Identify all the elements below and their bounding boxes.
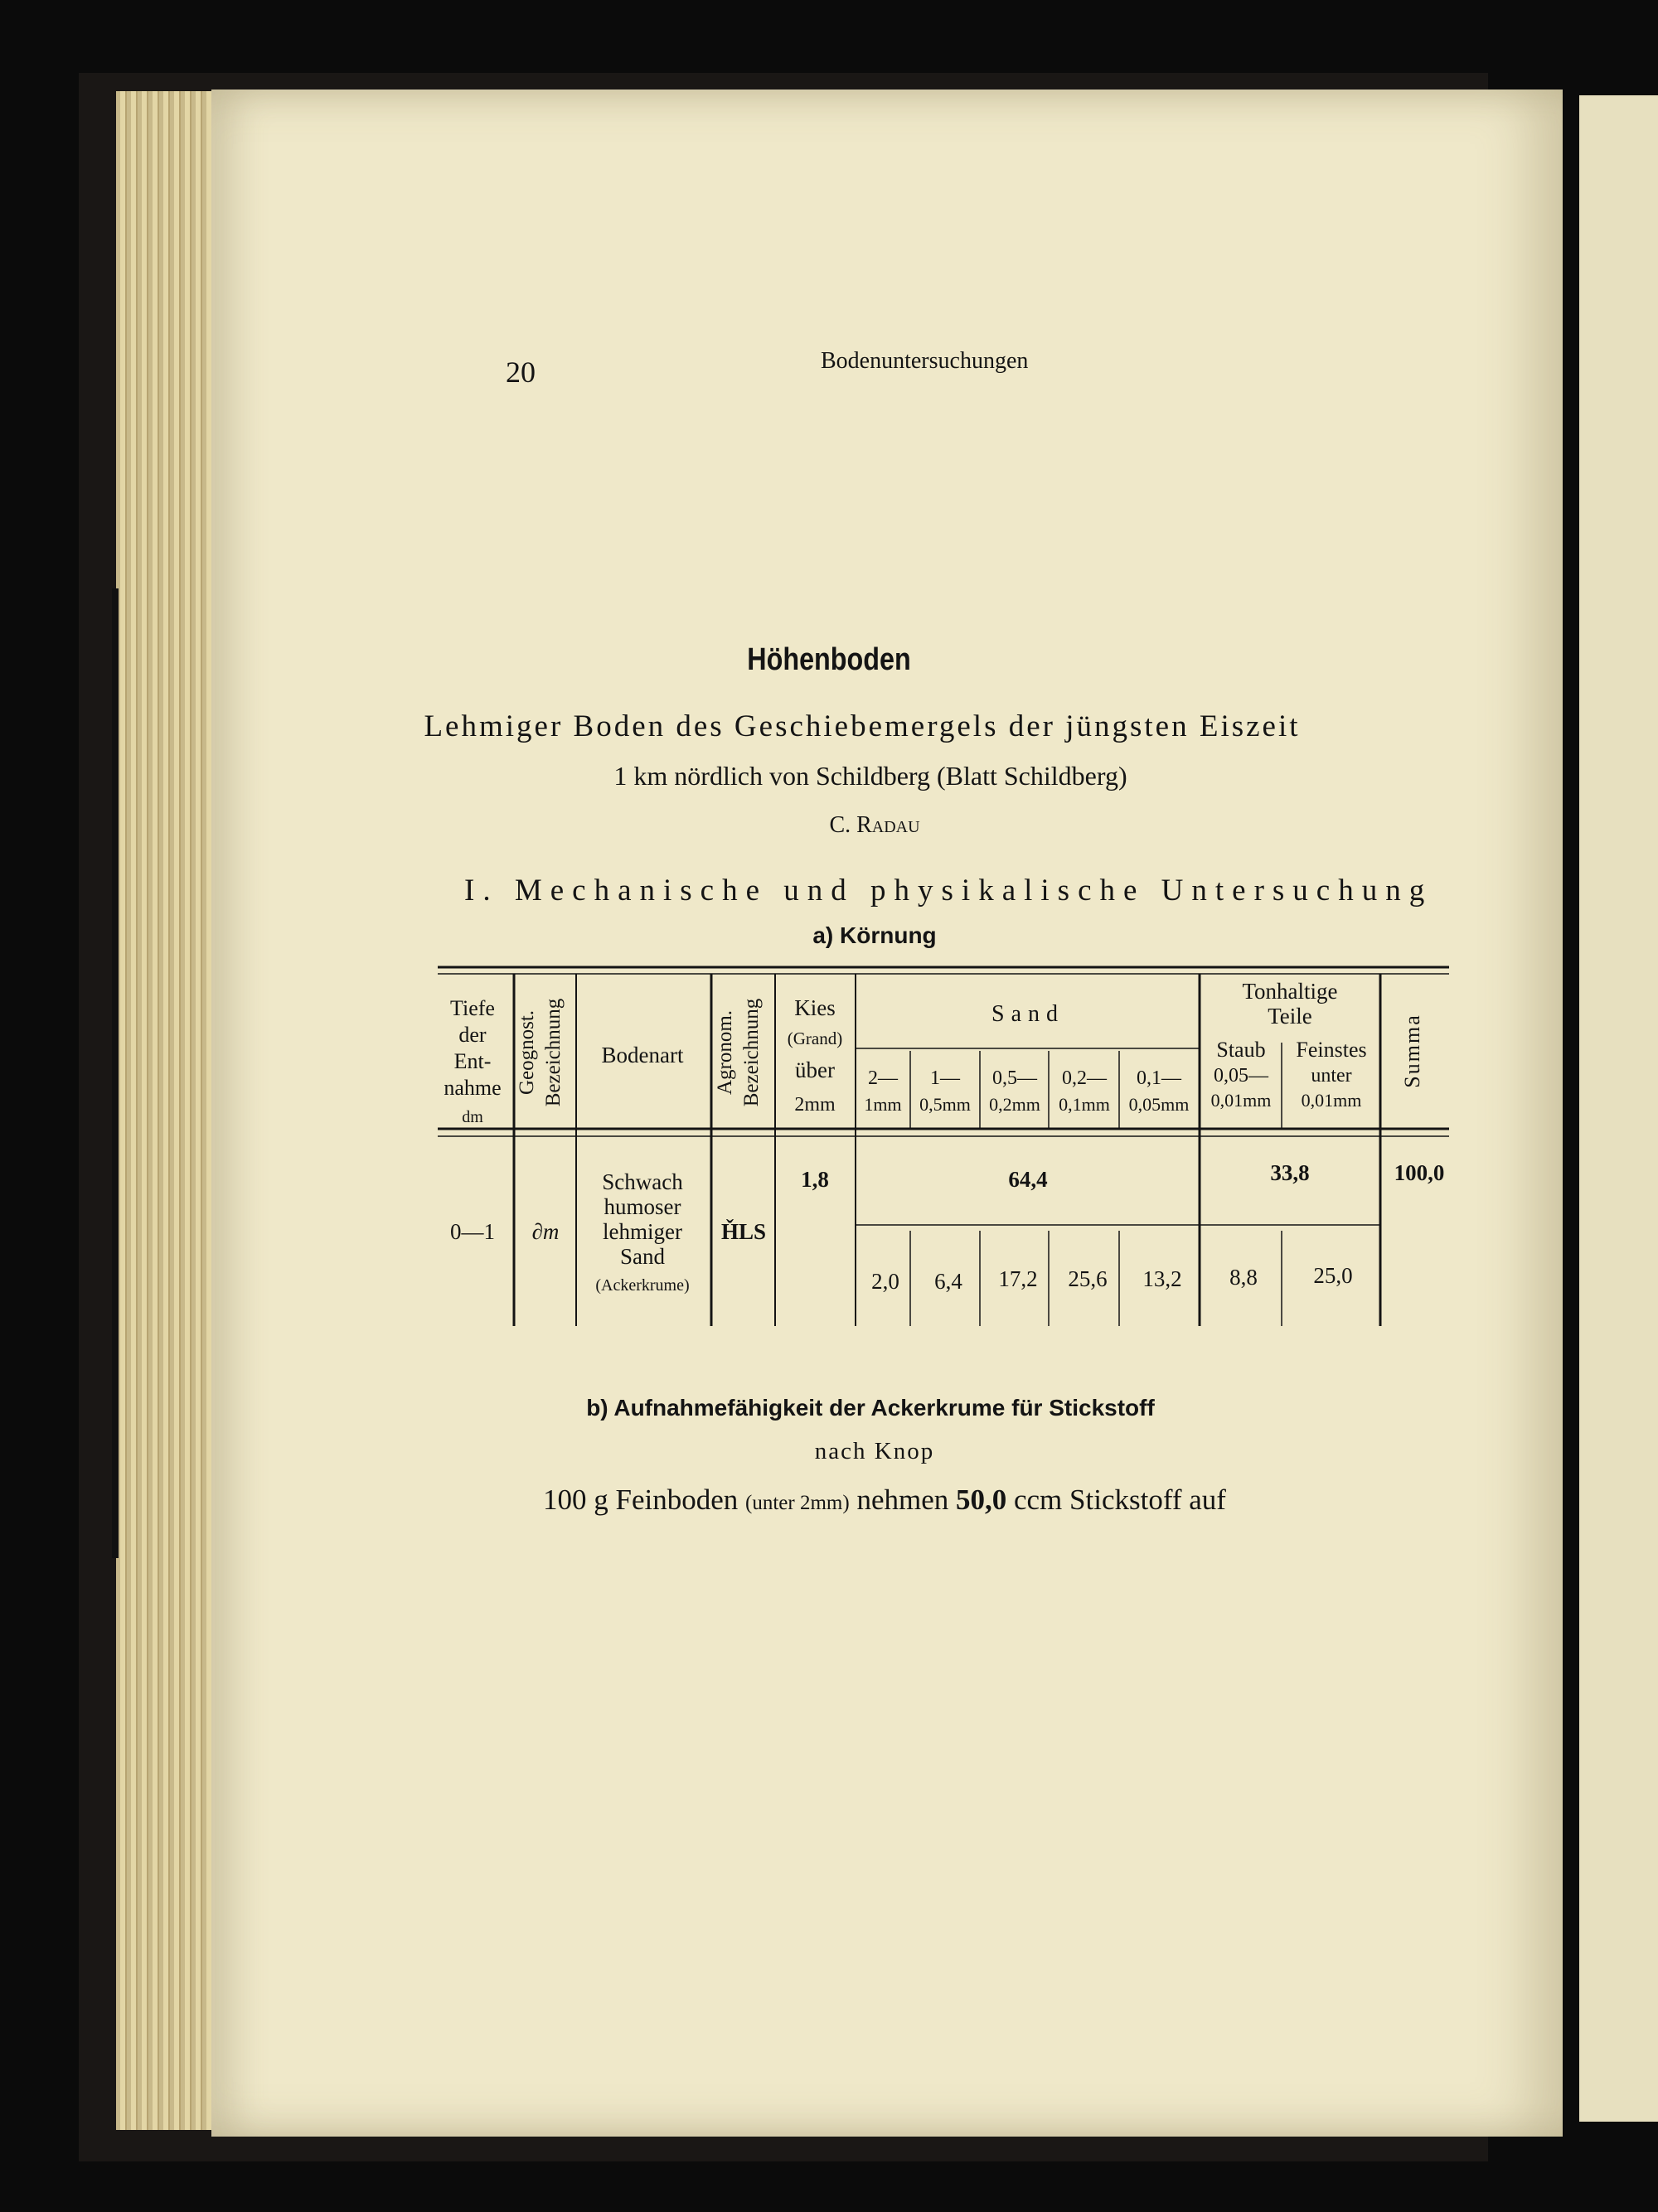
header-agronom-2: Bezeichnung xyxy=(740,998,763,1107)
header-sand-sub-4a: 0,2— xyxy=(1062,1067,1107,1089)
cell-bodenart-2: humoser xyxy=(604,1194,681,1219)
header-sand-sub-1b: 1mm xyxy=(864,1094,902,1115)
subsection-title-stickstoff: b) Aufnahmefähigkeit der Ackerkrume für Stickstoff xyxy=(586,1395,1155,1421)
header-sand-sub-2b: 0,5mm xyxy=(919,1094,971,1115)
header-feinstes-2: unter xyxy=(1311,1065,1352,1087)
cell-kies: 1,8 xyxy=(801,1167,829,1192)
header-sand-sub-3a: 0,5— xyxy=(992,1067,1037,1089)
header-summa: Summa xyxy=(1400,1014,1424,1088)
header-sand-sub-4b: 0,1mm xyxy=(1059,1094,1110,1115)
cell-sand-total: 64,4 xyxy=(1008,1167,1048,1192)
cell-feinstes: 25,0 xyxy=(1313,1263,1353,1288)
header-tiefe-2: der xyxy=(458,1023,487,1047)
header-staub-3: 0,01mm xyxy=(1210,1090,1272,1111)
result-part2: nehmen xyxy=(856,1484,949,1516)
cell-staub: 8,8 xyxy=(1229,1265,1258,1290)
header-kies-3: über xyxy=(795,1058,835,1082)
header-sand-sub-5a: 0,1— xyxy=(1137,1067,1181,1089)
page-heading: Höhenboden xyxy=(747,642,911,677)
header-kies-2: (Grand) xyxy=(787,1029,843,1048)
cell-bodenart-5: (Ackerkrume) xyxy=(595,1276,690,1295)
header-staub-2: 0,05— xyxy=(1214,1065,1268,1087)
cell-agronom: ȞLS xyxy=(720,1219,767,1244)
header-sand-sub-2a: 1— xyxy=(930,1067,960,1089)
header-tiefe-unit: dm xyxy=(462,1108,483,1126)
cell-ton-total: 33,8 xyxy=(1270,1160,1310,1185)
cell-geognost: ∂m xyxy=(531,1219,560,1244)
cell-sand-4: 25,6 xyxy=(1068,1266,1108,1291)
header-kies-1: Kies xyxy=(794,995,836,1020)
header-tiefe-4: nahme xyxy=(444,1076,502,1100)
cell-bodenart-4: Sand xyxy=(620,1244,665,1269)
header-tiefe-3: Ent- xyxy=(453,1049,492,1073)
cell-bodenart-1: Schwach xyxy=(602,1169,683,1194)
header-tiefe-1: Tiefe xyxy=(450,996,495,1020)
cell-sand-1: 2,0 xyxy=(871,1269,899,1294)
header-staub-1: Staub xyxy=(1216,1038,1266,1062)
result-part1: 100 g Feinboden xyxy=(543,1484,739,1516)
running-head: Bodenuntersuchungen xyxy=(821,348,1029,374)
header-agronom-1: Agronom. xyxy=(714,1009,736,1096)
author-line: C. Radau xyxy=(829,812,920,838)
header-feinstes-3: 0,01mm xyxy=(1301,1090,1362,1111)
section-title: I. Mechanische und physikalische Untersuchung xyxy=(464,874,1433,908)
header-bodenart: Bodenart xyxy=(601,1043,684,1067)
method-line: nach Knop xyxy=(814,1438,935,1464)
result-paren: (unter 2mm) xyxy=(745,1492,850,1514)
header-sand: Sand xyxy=(991,1001,1064,1027)
soil-subtitle: Lehmiger Boden des Geschiebemergels der jüngsten Eiszeit xyxy=(424,709,1301,743)
cell-summa: 100,0 xyxy=(1394,1160,1445,1185)
result-value: 50,0 xyxy=(955,1484,1007,1516)
nitrogen-result-line xyxy=(543,1484,1226,1517)
header-geognost-1: Geognost. xyxy=(516,1009,538,1096)
cell-bodenart-3: lehmiger xyxy=(603,1219,682,1244)
header-ton-2: Teile xyxy=(1268,1004,1312,1029)
page-number: 20 xyxy=(506,356,536,389)
header-ton-1: Tonhaltige xyxy=(1242,979,1338,1004)
cell-sand-3: 17,2 xyxy=(998,1266,1038,1291)
cell-sand-5: 13,2 xyxy=(1142,1266,1182,1291)
header-sand-sub-3b: 0,2mm xyxy=(989,1094,1040,1115)
result-part3: ccm Stickstoff auf xyxy=(1013,1484,1226,1516)
cell-tiefe: 0—1 xyxy=(450,1219,495,1244)
header-kies-4: 2mm xyxy=(794,1094,836,1116)
header-sand-sub-1a: 2— xyxy=(868,1067,898,1089)
header-geognost-2: Bezeichnung xyxy=(542,998,565,1107)
header-feinstes-1: Feinstes xyxy=(1296,1038,1367,1062)
subsection-title-koernung: a) Körnung xyxy=(812,922,937,948)
cell-sand-2: 6,4 xyxy=(934,1269,962,1294)
location-line: 1 km nördlich von Schildberg (Blatt Schildberg) xyxy=(613,761,1127,791)
header-sand-sub-5b: 0,05mm xyxy=(1128,1094,1190,1115)
